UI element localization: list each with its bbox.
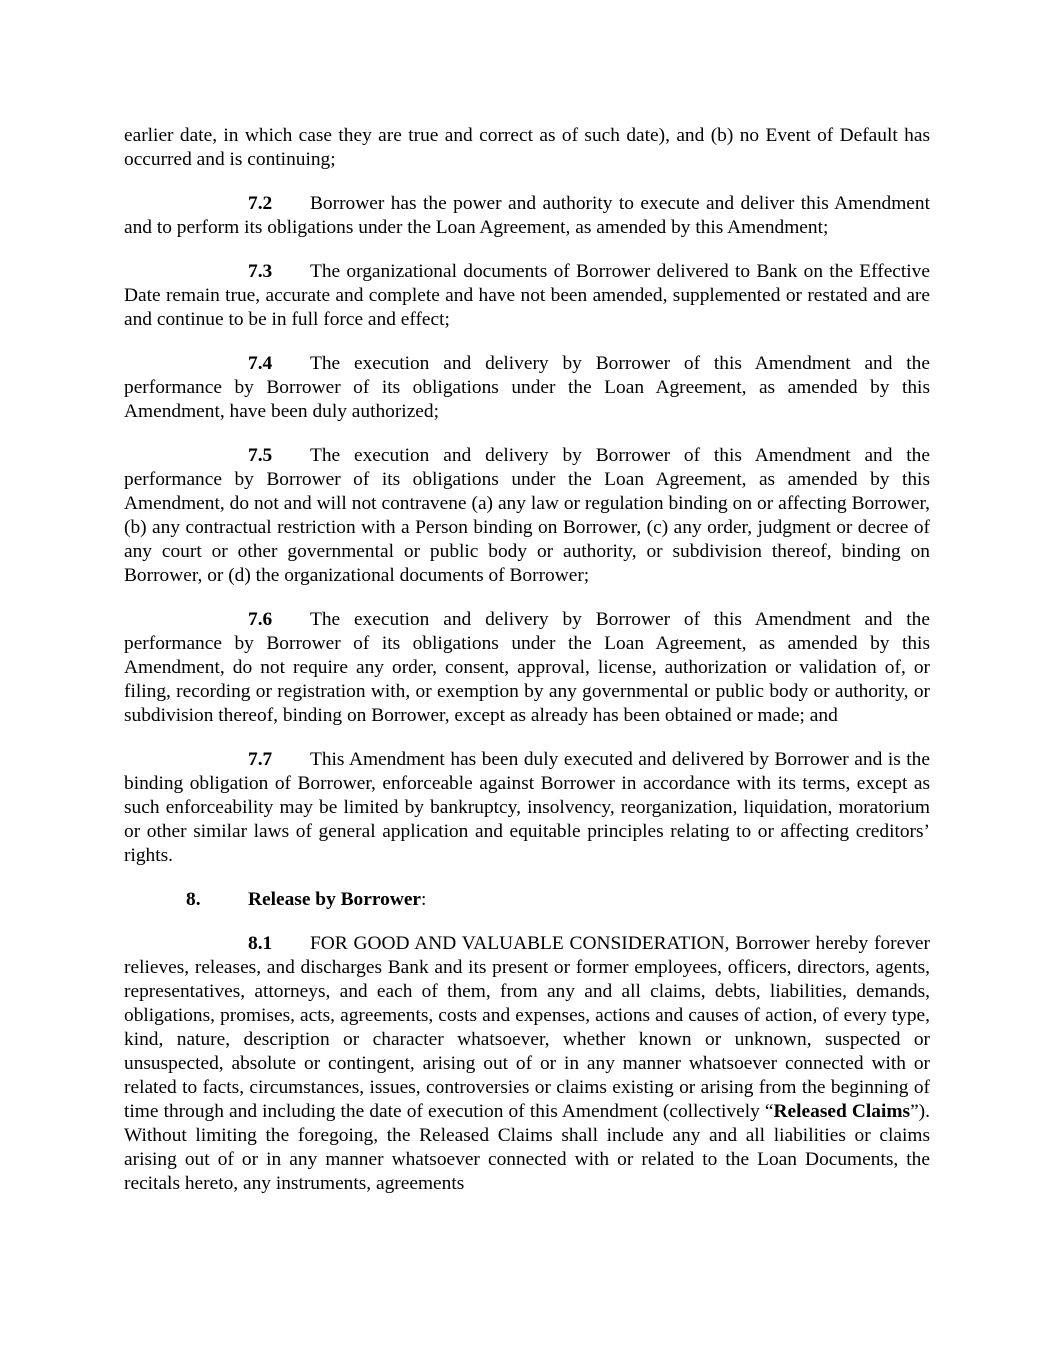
section-text: The organizational documents of Borrower delivered to Bank on the Effective Date remain true, accurate and complete and have not been amended, supplemented or restated and are and continue to be in full force and effect; [124,261,930,330]
section-8-heading [124,888,930,912]
document-page [124,124,930,1196]
section-text: The execution and delivery by Borrower of this Amendment and the performance by Borrower of its obligations under the Loan Agreement, as amended by this Amendment, have been duly authorized; [124,353,930,422]
heading-number: 8. [186,889,201,910]
section-8-1 [124,932,930,1196]
section-7-6 [124,608,930,728]
section-7-3 [124,260,930,332]
section-7-2 [124,192,930,240]
section-text: Borrower has the power and authority to execute and deliver this Amendment and to perform its obligations under the Loan Agreement, as amended by this Amendment; [124,193,930,238]
section-text: The execution and delivery by Borrower of this Amendment and the performance by Borrower of its obligations under the Loan Agreement, as amended by this Amendment, do not and will not contravene (a) any law or regulation binding on or affecting Borrower, (b) any contractual restriction with a Person binding on Borrower, (c) any order, judgment or decree of any court or other governmental or public body or authority, or subdivision thereof, binding on Borrower, or (d) the organizational documents of Borrower; [124,445,930,586]
section-7-7 [124,748,930,868]
section-7-5 [124,444,930,588]
section-number: 8.1 [248,933,273,954]
section-number: 7.2 [248,193,273,214]
section-number: 7.3 [248,261,273,282]
section-number: 7.4 [248,353,273,374]
heading-title: Release by Borrower [248,889,422,910]
intro-paragraph: earlier date, in which case they are true and correct as of such date), and (b) no Event of Default has occurred and is continuing; [124,125,930,170]
section-number: 7.6 [248,609,273,630]
section-number: 7.7 [248,749,273,770]
section-number: 7.5 [248,445,273,466]
heading-suffix: : [421,889,427,910]
defined-term: Released Claims [773,1101,911,1122]
section-7-4 [124,352,930,424]
section-text: This Amendment has been duly executed and delivered by Borrower and is the binding obligation of Borrower, enforceable against Borrower in accordance with its terms, except as such enforceability may be limited by bankruptcy, insolvency, reorganization, liquidation, moratorium or other similar laws of general application and equitable principles relating to or affecting creditors’ rights. [124,749,930,866]
section-text-before: FOR GOOD AND VALUABLE CONSIDERATION, Borrower hereby forever relieves, releases, and discharges Bank and its present or former employees, officers, directors, agents, representatives, attorneys, and each of them, from any and all claims, debts, liabilities, demands, obligations, promises, acts, agreements, costs and expenses, actions and causes of action, of every type, kind, nature, description or character whatsoever, whether known or unknown, suspected or unsuspected, absolute or contingent, arising out of or in any manner whatsoever connected with or related to facts, circumstances, issues, controversies or claims existing or arising from the beginning of time through and including the date of execution of this Amendment (collectively “ [124,933,930,1122]
section-text-after: ”). Without limiting the foregoing, the Released Claims shall include any and all liabilities or claims arising out of or in any manner whatsoever connected with or related to the Loan Documents, the recitals hereto, any instruments, agreements [124,1101,930,1194]
section-text: The execution and delivery by Borrower of this Amendment and the performance by Borrower of its obligations under the Loan Agreement, as amended by this Amendment, do not require any order, consent, approval, license, authorization or validation of, or filing, recording or registration with, or exemption by any governmental or public body or authority, or subdivision thereof, binding on Borrower, except as already has been obtained or made; and [124,609,930,726]
